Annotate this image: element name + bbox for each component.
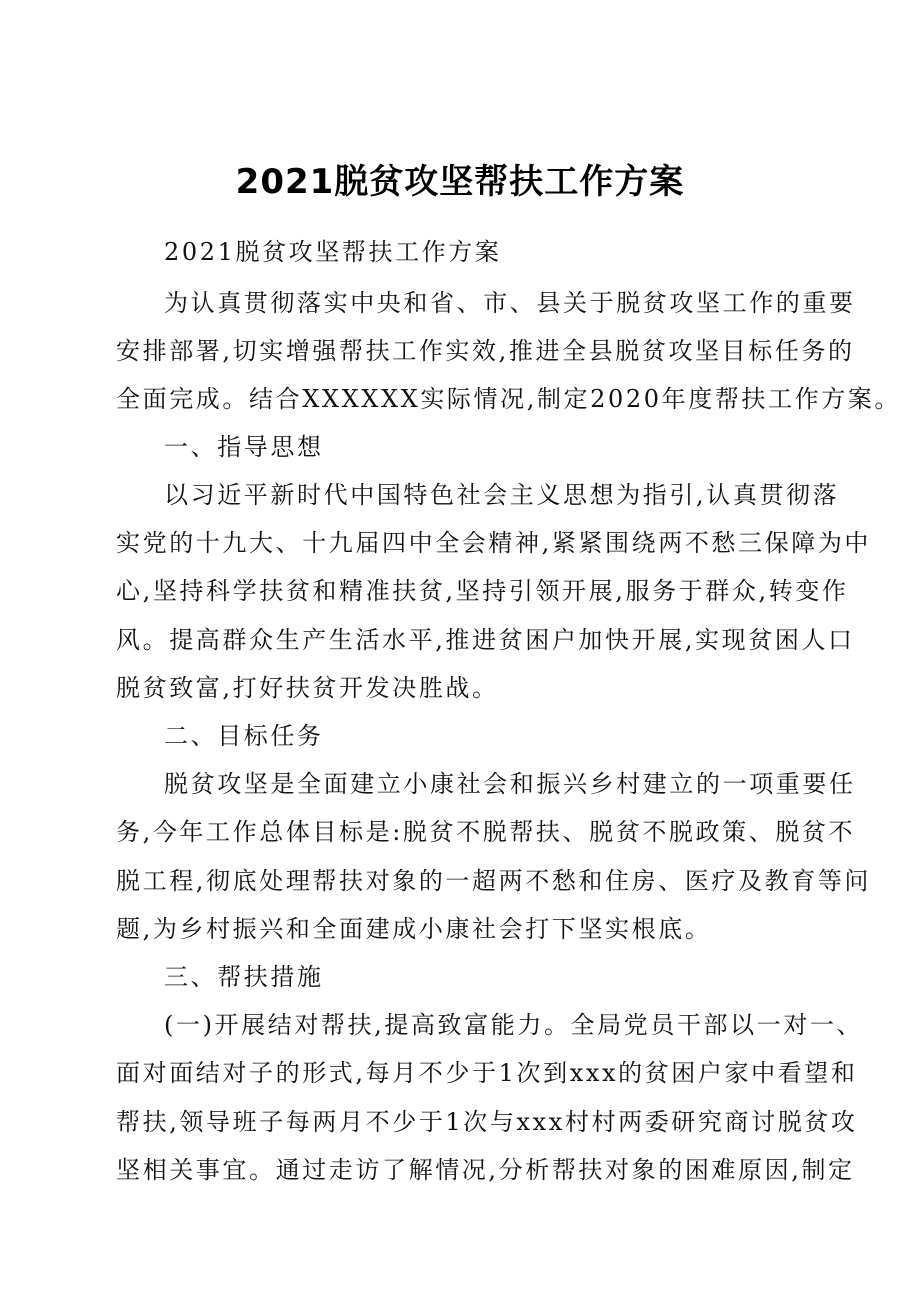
paragraph-line: 帮扶,领导班子每两月不少于1次与xxx村村两委研究商讨脱贫攻 <box>116 1108 858 1136</box>
section-heading: 二、目标任务 <box>164 722 324 750</box>
section-heading: 三、帮扶措施 <box>164 963 324 991</box>
paragraph-line: (一)开展结对帮扶,提高致富能力。全局党员干部以一对一、 <box>164 1011 864 1039</box>
section-heading: 一、指导思想 <box>164 433 324 461</box>
paragraph-line: 以习近平新时代中国特色社会主义思想为指引,认真贯彻落 <box>164 481 840 509</box>
paragraph-line: 题,为乡村振兴和全面建成小康社会打下坚实根底。 <box>116 915 712 943</box>
paragraph-line: 脱工程,彻底处理帮扶对象的一超两不愁和住房、医疗及教育等问 <box>116 867 872 895</box>
paragraph-line: 全面完成。结合XXXXXX实际情况,制定2020年度帮扶工作方案。 <box>116 385 902 413</box>
paragraph-line: 为认真贯彻落实中央和省、市、县关于脱贫攻坚工作的重要 <box>164 289 856 317</box>
paragraph-line: 安排部署,切实增强帮扶工作实效,推进全县脱贫攻坚目标任务的 <box>116 337 855 365</box>
paragraph-line: 坚相关事宜。通过走访了解情况,分析帮扶对象的困难原因,制定 <box>116 1156 855 1184</box>
paragraph-line: 心,坚持科学扶贫和精准扶贫,坚持引领开展,服务于群众,转变作 <box>116 577 849 605</box>
paragraph-line: 脱贫致富,打好扶贫开发决胜战。 <box>116 674 499 702</box>
subtitle-line: 2021脱贫攻坚帮扶工作方案 <box>164 238 502 266</box>
document-title: 2021脱贫攻坚帮扶工作方案 <box>235 162 685 202</box>
paragraph-line: 面对面结对子的形式,每月不少于1次到xxx的贫困户家中看望和 <box>116 1059 858 1087</box>
paragraph-line: 实党的十九大、十九届四中全会精神,紧紧围绕两不愁三保障为中 <box>116 529 872 557</box>
paragraph-line: 脱贫攻坚是全面建立小康社会和振兴乡村建立的一项重要任 <box>164 770 856 798</box>
paragraph-line: 风。提高群众生产生活水平,推进贫困户加快开展,实现贫困人口 <box>116 626 855 654</box>
paragraph-line: 务,今年工作总体目标是:脱贫不脱帮扶、脱贫不脱政策、脱贫不 <box>116 818 856 846</box>
